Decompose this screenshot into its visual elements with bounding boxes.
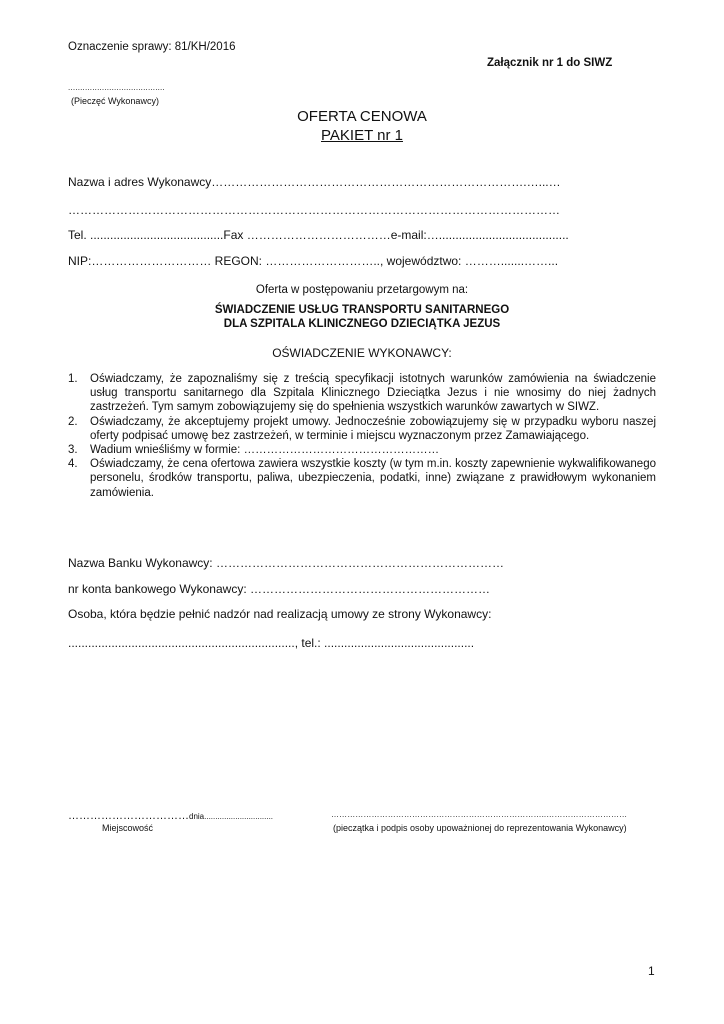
supervisor-label: Osoba, która będzie pełnić nadzór nad realizacją umowy ze strony Wykonawcy: bbox=[68, 607, 492, 621]
contact-field: Tel. ........................................Fax ………………………………e-mail:…....................................... bbox=[68, 228, 569, 242]
declaration-item bbox=[68, 372, 656, 415]
declaration-item bbox=[68, 443, 656, 457]
bank-name-field: Nazwa Banku Wykonawcy: ……………………………………………………………… bbox=[68, 556, 504, 570]
bank-account-field: nr konta bankowego Wykonawcy: …………………………………………………… bbox=[68, 582, 490, 596]
offer-intro: Oferta w postępowaniu przetargowym na: bbox=[255, 284, 469, 296]
declaration-text: Oświadczamy, że zapoznaliśmy się z treścią specyfikacji istotnych warunków zamówienia na świadczenie usług transportu sanitarnego dla Szpitala Klinicznego Dzieciątka Jezus i nie wnosimy do niej żadnych zastrzeżeń. Tym samym zobowiązujemy się do spełnienia wszystkich warunków zawartych w SIWZ. bbox=[90, 373, 656, 414]
declaration-number: 4. bbox=[68, 458, 78, 471]
stamp-label: (Pieczęć Wykonawcy) bbox=[71, 96, 159, 106]
declaration-number: 2. bbox=[68, 415, 78, 428]
declaration-text: Oświadczamy, że cena ofertowa zawiera wszystkie koszty (w tym m.in. koszty zapewnienie wykwalifikowanego personelu, środków transportu, paliwa, ubezpieczenia, podatki, inne) związane z prawidłowym wykonaniem zamówienia. bbox=[90, 458, 656, 499]
package-title: PAKIET nr 1 bbox=[321, 127, 403, 144]
supervisor-field: ...................................................................., tel.: ............................................. bbox=[68, 636, 475, 650]
signature-label: (pieczątka i podpis osoby upoważnionej do reprezentowania Wykonawcy) bbox=[333, 823, 627, 833]
stamp-dots: ........................................ bbox=[68, 83, 165, 92]
declaration-text: Oświadczamy, że akceptujemy projekt umowy. Jednocześnie zobowiązujemy się w przypadku wyboru naszej oferty podpisać umowę bez zastrzeżeń, w terminie i miejscu wyznaczonym przez Zamawiającego. bbox=[90, 415, 656, 442]
page-title: OFERTA CENOWA bbox=[297, 108, 427, 125]
place-date-line bbox=[68, 810, 273, 822]
declaration-text: Wadium wnieśliśmy w formie: …………………………………………… bbox=[90, 444, 440, 457]
nip-regon-field: NIP:………………………… REGON: ……………………….., województwo: ……….......……... bbox=[68, 254, 559, 268]
place-dots: …………………………… bbox=[68, 810, 189, 822]
signature-dots: ……………………………………………………………………..………………………… bbox=[331, 810, 628, 819]
declaration-item bbox=[68, 457, 656, 500]
declaration-number: 3. bbox=[68, 444, 78, 457]
subject-line-2: DLA SZPITALA KLINICZNEGO DZIECIĄTKA JEZUS bbox=[223, 318, 501, 330]
declaration-list bbox=[68, 372, 656, 500]
declaration-item bbox=[68, 415, 656, 443]
attachment-label: Załącznik nr 1 do SIWZ bbox=[487, 57, 613, 69]
contractor-address-field: …………………………………………………………………………………………………………… bbox=[68, 203, 560, 217]
subject-line-1: ŚWIADCZENIE USŁUG TRANSPORTU SANITARNEGO bbox=[214, 304, 510, 316]
declaration-number: 1. bbox=[68, 373, 78, 385]
contractor-name-field: Nazwa i adres Wykonawcy…………………………………………………………………….…...… bbox=[68, 175, 561, 189]
case-number: Oznaczenie sprawy: 81/KH/2016 bbox=[68, 41, 236, 53]
date-field: dnia............................... bbox=[189, 812, 274, 821]
page-number: 1 bbox=[648, 964, 655, 978]
declaration-heading: OŚWIADCZENIE WYKONAWCY: bbox=[272, 346, 452, 360]
place-label: Miejscowość bbox=[102, 823, 154, 833]
